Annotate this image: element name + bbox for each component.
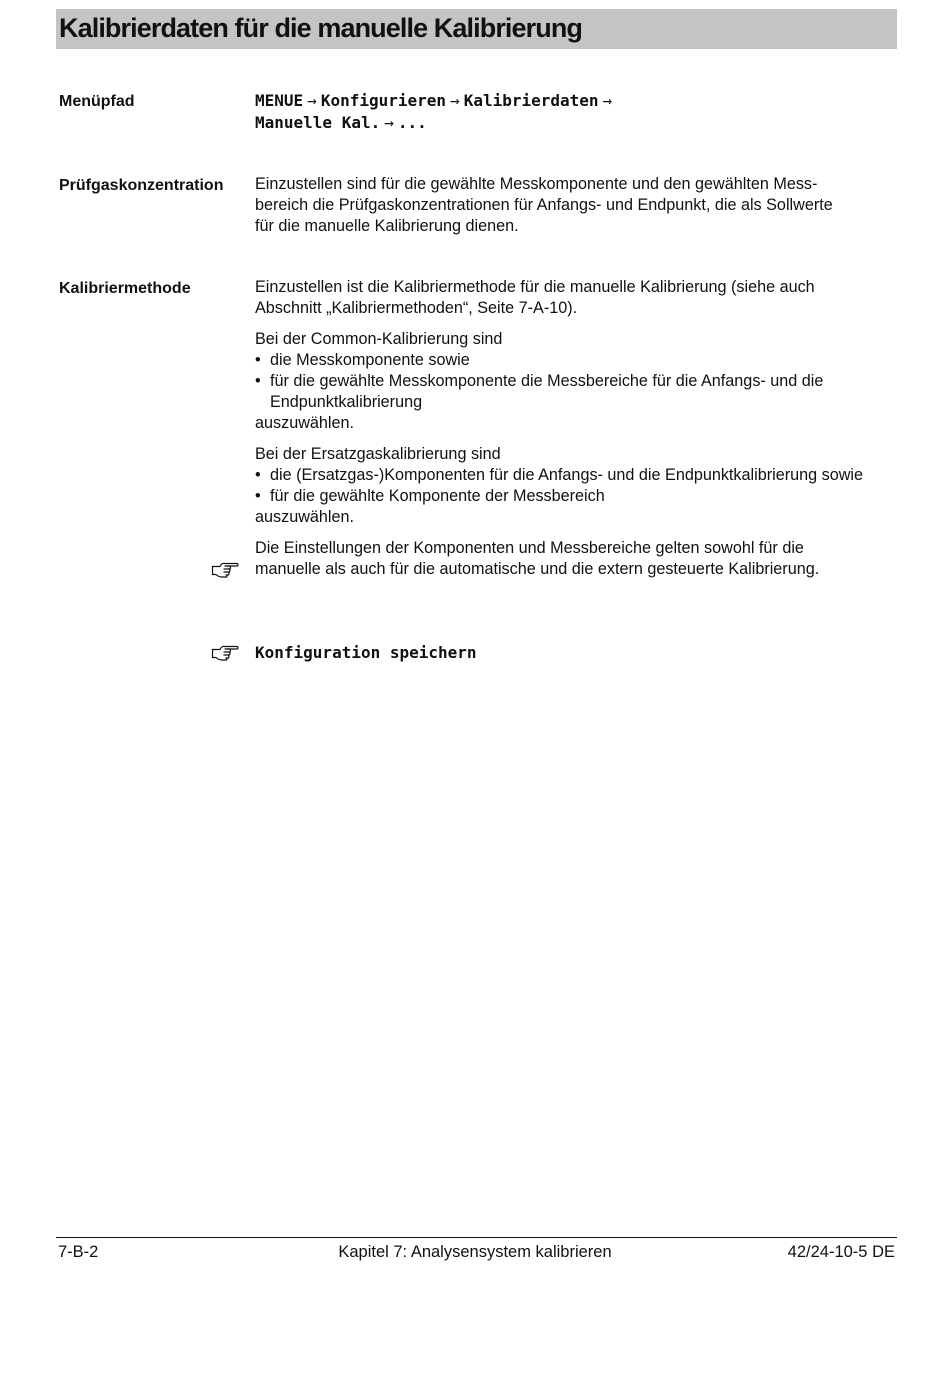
note-text (255, 538, 887, 580)
arrow-icon: → (450, 91, 460, 110)
menu-path-item: Konfigurieren (320, 91, 447, 110)
menu-path-line-2 (255, 112, 887, 134)
common-bullet-list (255, 350, 887, 413)
list-item: • für die gewählte Komponente der Messbereich (255, 487, 605, 505)
menu-path-item: ... (397, 112, 427, 132)
bullet-icon: • (255, 487, 261, 505)
menu-path-label: Menüpfad (59, 93, 135, 110)
pruefgas-text (255, 174, 887, 237)
pointing-hand-icon (211, 561, 239, 579)
bullet-icon: • (255, 351, 261, 369)
list-item: • die (Ersatzgas-)Komponenten für die Anfangs- und die Endpunktkalibrierung sowie (255, 466, 863, 484)
arrow-icon: → (307, 91, 317, 110)
pointing-hand-icon (211, 644, 239, 662)
menu-path-item: MENUE (255, 91, 304, 110)
kalibriermethode-label: Kalibriermethode (59, 280, 191, 297)
ersatzgas-tail: auszuwählen. (255, 508, 354, 526)
bullet-icon: • (255, 372, 261, 390)
text-line: Einzustellen sind für die gewählte Messkomponente und den gewählten Mess- (255, 175, 818, 193)
document-id: 42/24-10-5 DE (787, 1243, 895, 1261)
text-line: bereich die Prüfgaskonzentrationen für Anfangs- und Endpunkt, die als Sollwerte (255, 196, 833, 214)
text-line: manuelle als auch für die automatische und die extern gesteuerte Kalibrierung. (255, 560, 820, 578)
save-configuration-instruction: Konfiguration speichern (255, 643, 477, 662)
menu-path-line-1 (255, 90, 887, 112)
bullet-icon: • (255, 466, 261, 484)
ersatzgas-bullet-list (255, 465, 887, 507)
kalibriermethode-text (255, 277, 887, 580)
text-line: für die manuelle Kalibrierung dienen. (255, 217, 519, 235)
common-tail: auszuwählen. (255, 414, 354, 432)
pruefgas-label: Prüfgaskonzentration (59, 177, 224, 194)
menu-path-item: Manuelle Kal. (255, 112, 381, 132)
page-title: Kalibrierdaten für die manuelle Kalibrierung (59, 13, 583, 43)
arrow-icon: → (384, 112, 394, 132)
text-line: Die Einstellungen der Komponenten und Messbereiche gelten sowohl für die (255, 539, 804, 557)
page-title-bar (56, 9, 897, 49)
chapter-title: Kapitel 7: Analysensystem kalibrieren (338, 1243, 612, 1261)
common-lead: Bei der Common-Kalibrierung sind (255, 330, 503, 348)
text-line: Abschnitt „Kalibriermethoden“, Seite 7-A-10). (255, 299, 578, 317)
footer-divider (56, 1237, 897, 1238)
text-line: Einzustellen ist die Kalibriermethode für die manuelle Kalibrierung (siehe auch (255, 278, 815, 296)
page-number: 7-B-2 (58, 1243, 99, 1261)
arrow-icon: → (602, 91, 613, 110)
list-item: • für die gewählte Messkomponente die Messbereiche für die Anfangs- und die Endpunktkalibrierung (255, 372, 824, 411)
ersatzgas-lead: Bei der Ersatzgaskalibrierung sind (255, 445, 501, 463)
menu-path-item: Kalibrierdaten (463, 91, 599, 110)
menu-path (255, 90, 887, 133)
list-item: • die Messkomponente sowie (255, 351, 470, 369)
